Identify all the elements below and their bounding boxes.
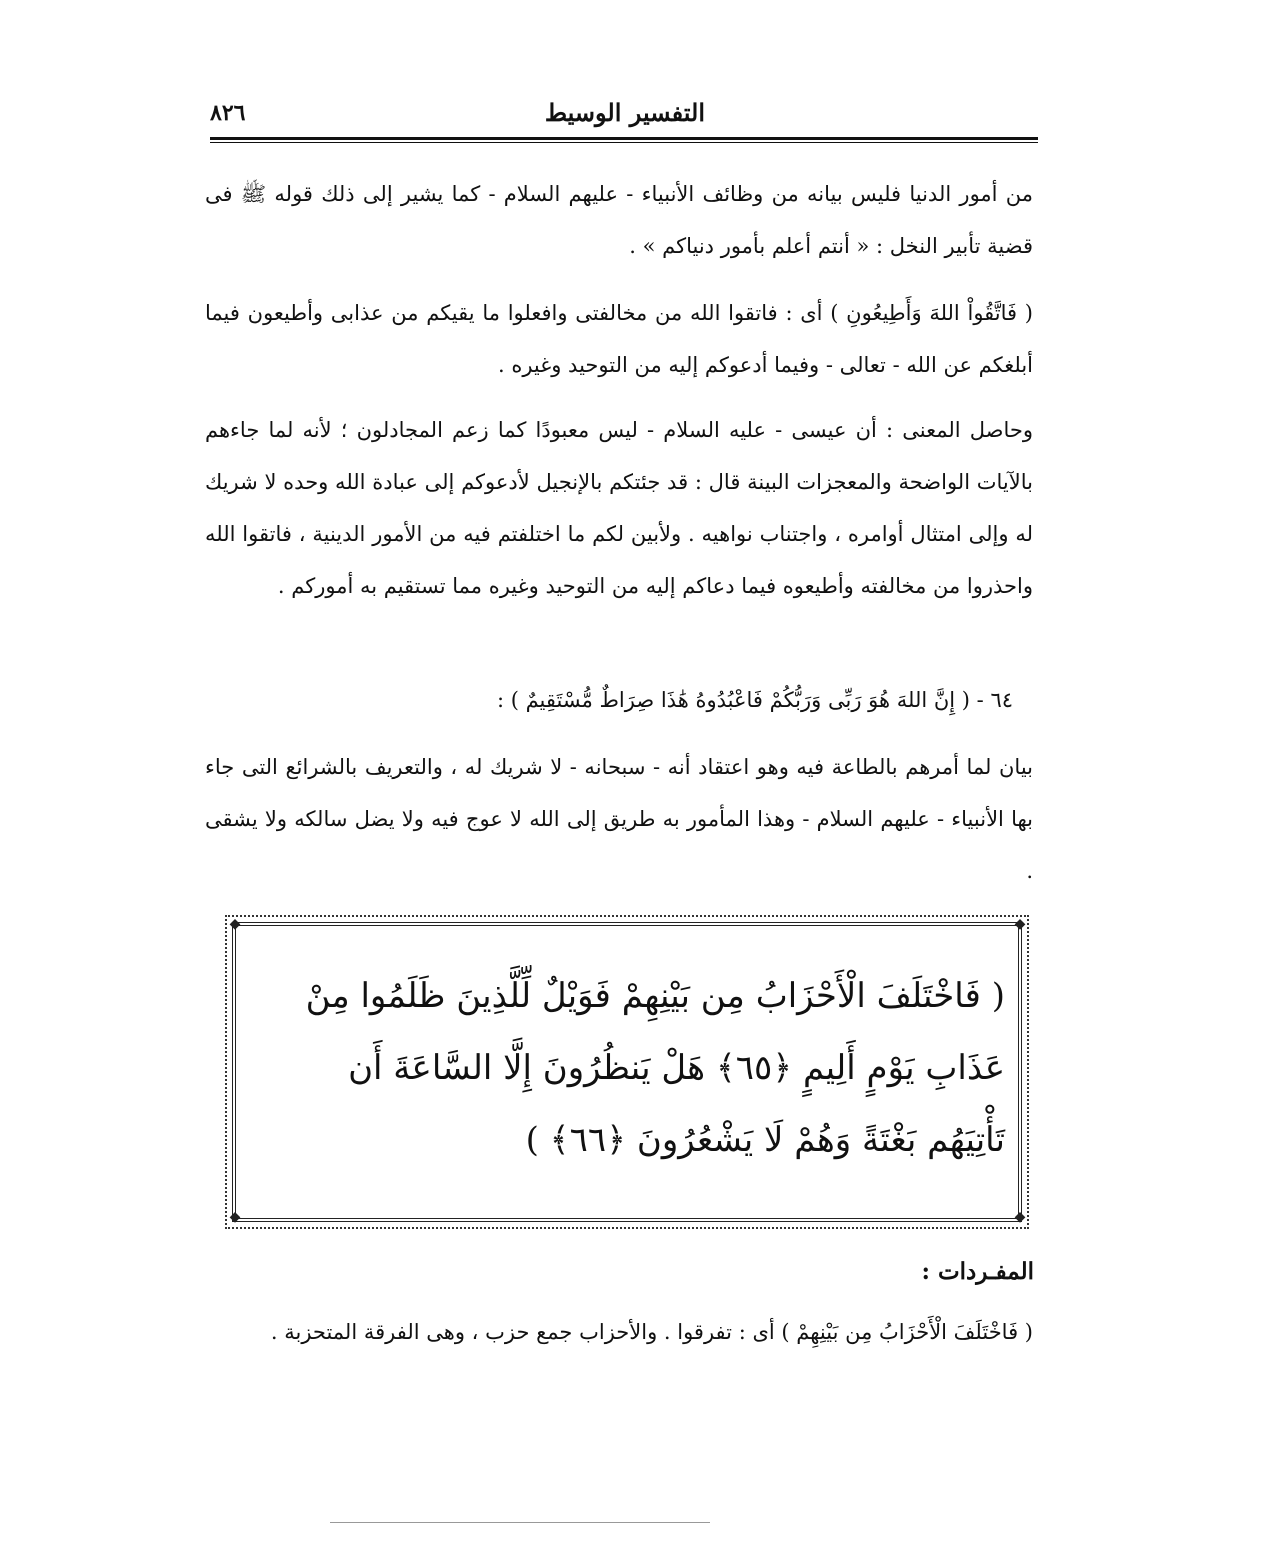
paragraph-3: وحاصل المعنى : أن عيسى - عليه السلام - ليس معبودًا كما زعم المجادلون ؛ لأنه لما جاءهم بالآيات الواضحة والمعجزات البينة قال : قد جئتكم بالإنجيل لأدعوكم إلى عبادة الله وحده لا شريك له وإلى امتثال أوامره ، واجتناب نواهيه . ولأبين لكم ما اختلفتم فيه من الأمور الدينية ، فاتقوا الله واحذروا من مخالفته وأطيعوه فيما دعاكم إليه من التوحيد وغيره مما تستقيم به أموركم . <box>205 418 1033 598</box>
frame-corner-ornament: ◆ <box>229 916 241 932</box>
page-title: التفسير الوسيط <box>544 98 705 127</box>
frame-corner-ornament: ◆ <box>229 1209 241 1225</box>
page-number: ٨٢٦ <box>210 100 246 126</box>
footer-line <box>330 1522 710 1523</box>
vocabulary-heading: المفـردات : <box>921 1258 1034 1285</box>
frame-corner-ornament: ◆ <box>1014 1209 1026 1225</box>
page-header <box>210 96 1035 130</box>
frame-corner-ornament: ◆ <box>1014 916 1026 932</box>
header-divider <box>210 137 1038 143</box>
vocabulary-paragraph: ( فَاخْتَلَفَ الْأَحْزَابُ مِن بَيْنِهِمْ ) أى : تفرقوا . والأحزاب جمع حزب ، وهى الفرقة المتحزبة . <box>270 1320 1033 1344</box>
paragraph-1: من أمور الدنيا فليس بيانه من وظائف الأنبياء - عليهم السلام - كما يشير إلى ذلك قوله ﷺ فى قضية تأبير النخل : « أنتم أعلم بأمور دنياكم » . <box>205 182 1033 258</box>
paragraph-5: بيان لما أمرهم بالطاعة فيه وهو اعتقاد أنه - سبحانه - لا شريك له ، والتعريف بالشرائع التى جاء بها الأنبياء - عليهم السلام - وهذا المأمور به طريق إلى الله لا عوج فيه ولا يضل سالكه ولا يشقى . <box>205 755 1033 883</box>
verse-64-heading: ٦٤ - ( إِنَّ اللهَ هُوَ رَبِّى وَرَبُّكُمْ فَاعْبُدُوهُ هَٰذَا صِرَاطٌ مُّسْتَقِيمٌ ) : <box>496 688 1013 712</box>
paragraph-2: ( فَاتَّقُواْ اللهَ وَأَطِيعُونِ ) أى : فاتقوا الله من مخالفتى وافعلوا ما يقيكم من عذابى وأطيعون فيما أبلغكم عن الله - تعالى - وفيما أدعوكم إليه من التوحيد وغيره . <box>205 301 1033 377</box>
quran-verses-65-66: ( فَاخْتَلَفَ الْأَحْزَابُ مِن بَيْنِهِمْ فَوَيْلٌ لِّلَّذِينَ ظَلَمُوا مِنْ عَذَابِ يَوْمٍ أَلِيمٍ ﴿٦٥﴾ هَلْ يَنظُرُونَ إِلَّا السَّاعَةَ أَن تَأْتِيَهُم بَغْتَةً وَهُمْ لَا يَشْعُرُونَ ﴿٦٦﴾ ) <box>305 976 1005 1160</box>
